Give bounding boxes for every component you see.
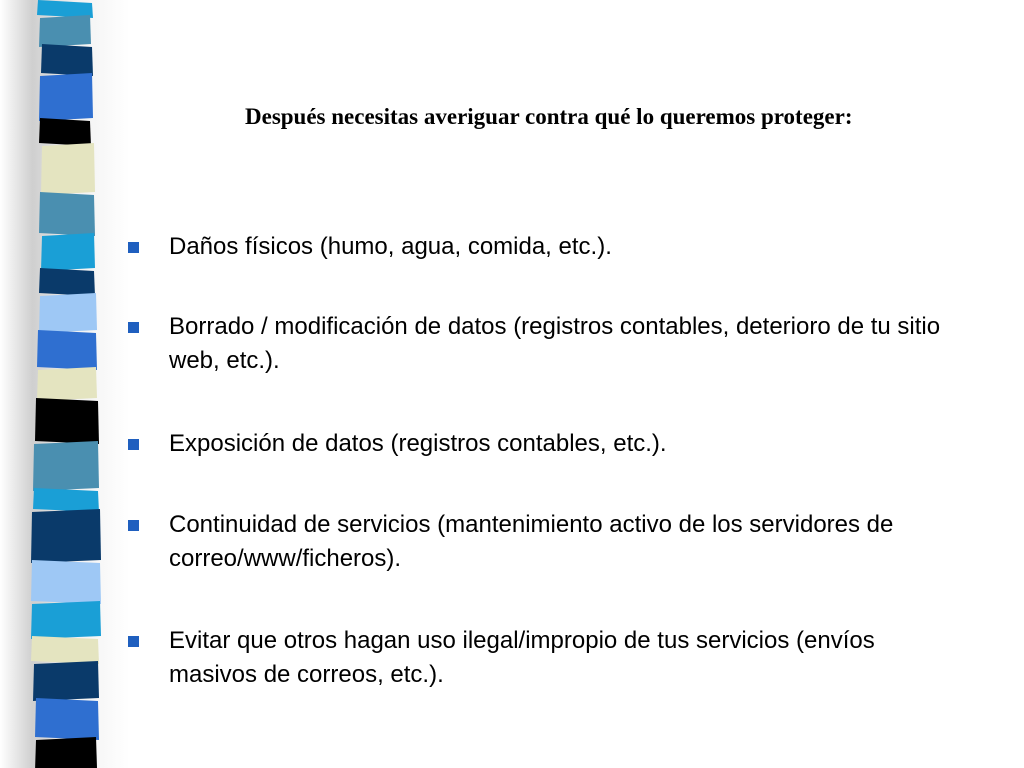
color-band (41, 233, 95, 271)
decorative-color-strip (0, 0, 130, 768)
color-band (35, 737, 97, 768)
color-band (33, 661, 99, 701)
color-band (37, 367, 97, 401)
color-band (41, 44, 93, 76)
list-item (128, 508, 958, 576)
list-item (128, 230, 958, 264)
bullet-text: Exposición de datos (registros contables, etc.). (169, 430, 667, 457)
bullet-text: Continuidad de servicios (mantenimiento activo de los servidores de correo/www/ficheros). (169, 511, 894, 572)
color-band (39, 15, 91, 47)
square-bullet-icon (128, 636, 139, 647)
square-bullet-icon (128, 242, 139, 253)
color-band (39, 293, 97, 333)
bullet-text: Evitar que otros hagan uso ilegal/impropio de tus servicios (envíos masivos de correos, etc.). (169, 627, 875, 688)
color-band (35, 398, 99, 444)
square-bullet-icon (128, 439, 139, 450)
color-band (31, 560, 101, 604)
color-band (39, 118, 91, 146)
color-band (37, 0, 93, 18)
color-band (33, 441, 99, 491)
color-band (31, 601, 101, 639)
square-bullet-icon (128, 520, 139, 531)
color-band (31, 636, 99, 664)
color-band (35, 698, 99, 740)
bullet-text: Daños físicos (humo, agua, comida, etc.). (169, 233, 612, 260)
color-band (39, 192, 95, 236)
square-bullet-icon (128, 322, 139, 333)
color-band (33, 488, 99, 512)
color-band (41, 143, 95, 195)
list-item (128, 427, 958, 461)
color-band (31, 509, 101, 563)
color-band (39, 73, 93, 121)
slide-title: Después necesitas averiguar contra qué lo queremos proteger: (245, 104, 853, 129)
list-item (128, 624, 958, 692)
list-item (128, 310, 958, 378)
bullet-text: Borrado / modificación de datos (registros contables, deterioro de tu sitio web, etc.). (169, 313, 941, 374)
color-band (37, 330, 97, 370)
color-band (39, 268, 95, 296)
